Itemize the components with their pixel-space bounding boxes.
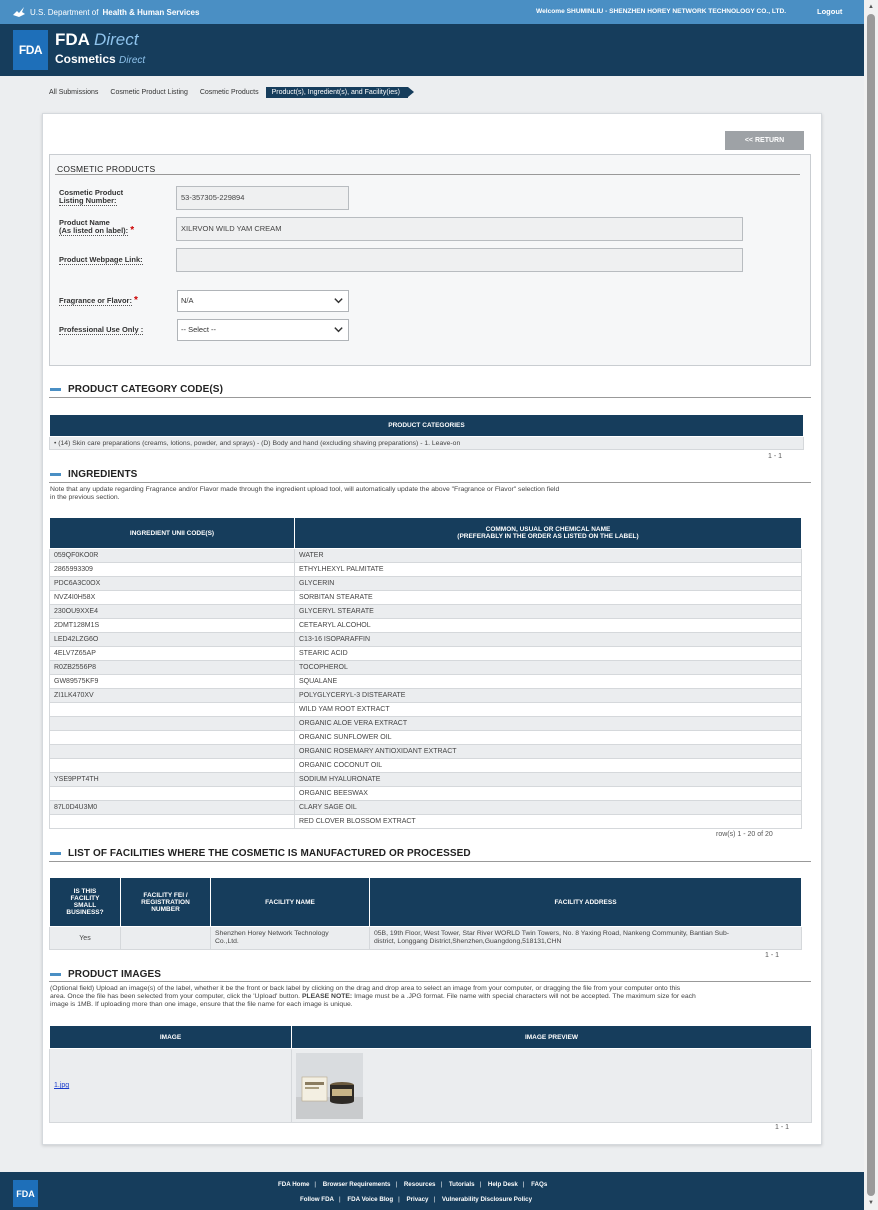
facility-address-line1: 05B, 19th Floor, West Tower, Star River WORLD Twin Towers, No. 8 Yaxing Road, Nankeng Community, Bantian Sub- [374, 930, 729, 937]
ingredient-unii-code: R0ZB2556P8 [50, 661, 295, 675]
images-note-text: area. Once the file has been selected from your computer, click the 'Upload' button. [50, 993, 302, 1000]
required-marker: * [134, 295, 138, 306]
logout-link[interactable]: Logout [817, 7, 843, 16]
images-note-emphasis: PLEASE NOTE: [301, 993, 353, 1000]
category-pager: 1 - 1 [768, 453, 783, 460]
ingredient-row [50, 591, 802, 605]
footer-link-fda-home[interactable]: FDA Home [278, 1181, 310, 1188]
ingredient-name: ORGANIC ALOE VERA EXTRACT [295, 717, 802, 731]
scroll-up-arrow-icon[interactable]: ▲ [868, 4, 874, 10]
product-name-label-line2: (As listed on label): [59, 226, 129, 235]
ingredient-row [50, 801, 802, 815]
ingredient-row [50, 689, 802, 703]
ingredient-name: WILD YAM ROOT EXTRACT [295, 703, 802, 717]
site-footer [0, 1172, 864, 1210]
fei-header-line: FACILITY FEI / [143, 891, 188, 899]
hhs-eagle-icon [12, 6, 26, 18]
collapse-icon[interactable] [50, 388, 61, 391]
ingredient-unii-code: 87L0D4U3M0 [50, 801, 295, 815]
image-file-cell [50, 1049, 292, 1123]
ingredient-name: POLYGLYCERYL-3 DISTEARATE [295, 689, 802, 703]
ingredient-unii-code: 2DMT128M1S [50, 619, 295, 633]
small-business-header-line: FACILITY [70, 895, 100, 902]
ingredient-unii-code: YSE9PPT4TH [50, 773, 295, 787]
facility-name-line2: Co.,Ltd. [215, 938, 239, 945]
listing-number-field[interactable]: 53-357305-229894 [176, 186, 349, 210]
ingredient-name: GLYCERYL STEARATE [295, 605, 802, 619]
ingredient-name: STEARIC ACID [295, 647, 802, 661]
webpage-link-field[interactable] [176, 248, 743, 272]
footer-links-row1: FDA Home | Browser Requirements | Resources | Tutorials | Help Desk | FAQs [278, 1181, 548, 1188]
product-image-thumbnail[interactable] [296, 1053, 363, 1119]
divider [49, 861, 811, 862]
ingredient-name: TOCOPHEROL [295, 661, 802, 675]
image-file-link[interactable]: 1.jpg [54, 1082, 70, 1089]
hhs-agency [12, 6, 199, 18]
brand-subtitle-main: Cosmetics [55, 52, 116, 66]
ingredient-unii-code: LED42LZG6O [50, 633, 295, 647]
name-column-header [295, 518, 802, 549]
images-section-heading[interactable] [50, 969, 161, 980]
scroll-down-arrow-icon[interactable]: ▼ [868, 1200, 874, 1206]
facility-address [370, 927, 802, 950]
facilities-section-title: LIST OF FACILITIES WHERE THE COSMETIC IS MANUFACTURED OR PROCESSED [68, 848, 471, 859]
images-note-line3: image is 1MB. If uploading more than one image, ensure that the file name for each image is unique. [50, 1001, 353, 1008]
ingredient-name: GLYCERIN [295, 577, 802, 591]
return-button[interactable]: << RETURN [725, 131, 804, 150]
webpage-link-label-text: Product Webpage Link: [59, 255, 143, 264]
ingredient-row [50, 633, 802, 647]
footer-link-privacy[interactable]: Privacy [406, 1196, 429, 1203]
ingredient-row [50, 605, 802, 619]
collapse-icon[interactable] [50, 973, 61, 976]
brand-title-main: FDA [55, 30, 90, 49]
category-table [49, 414, 804, 450]
fda-logo[interactable]: FDA [13, 30, 48, 70]
listing-number-label [59, 189, 123, 205]
fei-header-line: NUMBER [151, 905, 180, 913]
divider [55, 174, 800, 175]
facility-small-business: Yes [50, 927, 121, 950]
professional-use-label [59, 326, 143, 334]
product-name-label-line1: Product Name [59, 218, 110, 227]
ingredient-unii-code: 2865993309 [50, 563, 295, 577]
category-row: • (14) Skin care preparations (creams, lotions, powder, and sprays) - (D) Body and hand (excluding shaving preparations) - 1. Leave-on [50, 437, 804, 450]
ingredient-row [50, 717, 802, 731]
ingredient-unii-code: 230OU9XXE4 [50, 605, 295, 619]
facility-fei [121, 927, 211, 950]
breadcrumb-cosmetic-products[interactable]: Cosmetic Products [195, 87, 266, 98]
ingredient-unii-code [50, 815, 295, 829]
facility-name [211, 927, 370, 950]
facilities-table [49, 877, 802, 950]
footer-link-vulnerability-policy[interactable]: Vulnerability Disclosure Policy [441, 1196, 533, 1203]
images-note [50, 985, 812, 1009]
ingredient-unii-code [50, 759, 295, 773]
image-preview-cell [292, 1049, 812, 1123]
ingredient-name: ETHYLHEXYL PALMITATE [295, 563, 802, 577]
ingredient-name: ORGANIC BEESWAX [295, 787, 802, 801]
facility-address-column-header: FACILITY ADDRESS [370, 878, 802, 927]
breadcrumb [44, 87, 408, 98]
welcome-text: Welcome SHUMINLIU - SHENZHEN HOREY NETWORK TECHNOLOGY CO., LTD. [536, 8, 787, 15]
ingredient-row [50, 759, 802, 773]
facility-name-column-header: FACILITY NAME [211, 878, 370, 927]
category-section-title: PRODUCT CATEGORY CODE(S) [68, 384, 223, 395]
ingredients-note-line2: in the previous section. [50, 494, 120, 501]
small-business-header-line: IS THIS [73, 888, 97, 895]
chevron-down-icon [333, 295, 344, 306]
ingredient-name: CETEARYL ALCOHOL [295, 619, 802, 633]
footer-link-resources[interactable]: Resources [403, 1181, 436, 1188]
ingredient-row [50, 675, 802, 689]
required-marker: * [130, 225, 135, 236]
ingredients-pager: row(s) 1 - 20 of 20 [716, 831, 773, 838]
small-business-column-header [50, 878, 121, 927]
ingredient-row [50, 773, 802, 787]
ingredient-name: ORGANIC SUNFLOWER OIL [295, 731, 802, 745]
listing-number-label-line2: Listing Number: [59, 196, 117, 205]
ingredient-name: ORGANIC COCONUT OIL [295, 759, 802, 773]
fragrance-select-value: N/A [181, 296, 194, 305]
ingredient-unii-code: GW89575KF9 [50, 675, 295, 689]
ingredient-row [50, 731, 802, 745]
small-business-header-line: SMALL [73, 902, 97, 909]
name-column-header-line1: COMMON, USUAL OR CHEMICAL NAME [485, 526, 611, 533]
chevron-down-icon [333, 324, 344, 335]
ingredient-name: RED CLOVER BLOSSOM EXTRACT [295, 815, 802, 829]
product-name-field[interactable]: XILRVON WILD YAM CREAM [176, 217, 743, 241]
images-note-text: Image must be a .JPG format. File name with special characters will not be accepted. The maximum size for each [352, 993, 696, 1000]
ingredient-unii-code: PDC6A3C0OX [50, 577, 295, 591]
fei-header-line: REGISTRATION [141, 898, 190, 906]
breadcrumb-current: Product(s), Ingredient(s), and Facility(ies) [266, 87, 408, 98]
fei-column-header [121, 878, 211, 927]
footer-link-tutorials[interactable]: Tutorials [448, 1181, 475, 1188]
ingredient-name: WATER [295, 549, 802, 563]
facility-name-line1: Shenzhen Horey Network Technology [215, 930, 329, 937]
fragrance-label [59, 297, 138, 305]
image-column-header: IMAGE [50, 1026, 292, 1049]
ingredient-name: CLARY SAGE OIL [295, 801, 802, 815]
ingredient-name: SQUALANE [295, 675, 802, 689]
professional-use-select[interactable] [177, 319, 349, 341]
ingredients-note [50, 486, 559, 502]
ingredients-table [49, 517, 802, 829]
footer-link-help-desk[interactable]: Help Desk [487, 1181, 518, 1188]
ingredient-unii-code [50, 787, 295, 801]
ingredients-note-line1: Note that any update regarding Fragrance and/or Flavor made through the ingredient upload tool, will automatically update the above "Fragrance or Flavor" selection field [50, 486, 560, 493]
breadcrumb-all-submissions[interactable]: All Submissions [44, 87, 105, 98]
ingredient-unii-code: NVZ4I0H58X [50, 591, 295, 605]
product-name-label [59, 219, 134, 235]
brand-subtitle-direct: Direct [119, 55, 146, 66]
fragrance-label-text: Fragrance or Flavor: [59, 296, 132, 305]
ingredient-row [50, 577, 802, 591]
professional-use-label-text: Professional Use Only : [59, 325, 144, 334]
ingredient-unii-code [50, 731, 295, 745]
footer-link-follow-fda[interactable]: Follow FDA [300, 1196, 335, 1203]
hhs-topbar [0, 0, 864, 24]
facilities-section-heading[interactable] [50, 848, 471, 859]
brand-subtitle [55, 52, 145, 66]
scrollbar-thumb[interactable] [867, 14, 875, 1196]
unii-column-header: INGREDIENT UNII CODE(S) [50, 518, 295, 549]
site-header [0, 24, 864, 76]
cosmetic-products-title: COSMETIC PRODUCTS [57, 164, 156, 174]
images-note-line2 [50, 993, 812, 1001]
ingredients-section-heading[interactable] [50, 469, 137, 480]
ingredient-unii-code [50, 703, 295, 717]
name-column-header-line2: (PREFERABLY IN THE ORDER AS LISTED ON THE LABEL) [457, 533, 639, 540]
agency-label: U.S. Department of [30, 7, 99, 17]
facilities-pager: 1 - 1 [765, 952, 780, 959]
ingredient-row [50, 647, 802, 661]
ingredient-unii-code: ZI1LK470XV [50, 689, 295, 703]
images-note-line1: (Optional field) Upload an image(s) of the label, whether it be the front or back label by clicking on the drag and drop area to select an image from your computer, or dragging the file from your computer onto this [50, 985, 681, 992]
listing-number-label-line1: Cosmetic Product [59, 188, 124, 197]
ingredient-unii-code [50, 745, 295, 759]
divider [49, 482, 811, 483]
divider [49, 397, 811, 398]
collapse-icon[interactable] [50, 473, 61, 476]
fda-footer-logo[interactable]: FDA [13, 1180, 38, 1207]
ingredient-unii-code: 4ELV7Z65AP [50, 647, 295, 661]
ingredient-name: C13-16 ISOPARAFFIN [295, 633, 802, 647]
ingredient-name: SODIUM HYALURONATE [295, 773, 802, 787]
footer-link-faqs[interactable]: FAQs [531, 1181, 548, 1188]
ingredient-name: SORBITAN STEARATE [295, 591, 802, 605]
facility-address-line2: district, Longgang District,Shenzhen,Guangdong,518131,CHN [374, 938, 562, 945]
ingredients-section-title: INGREDIENTS [68, 469, 138, 480]
ingredient-unii-code: 059QF0KO0R [50, 549, 295, 563]
image-preview-column-header: IMAGE PREVIEW [292, 1026, 812, 1049]
divider [49, 981, 811, 982]
ingredient-unii-code [50, 717, 295, 731]
brand-title-direct: Direct [94, 30, 139, 49]
footer-links-row2: Follow FDA | FDA Voice Blog | Privacy | Vulnerability Disclosure Policy [300, 1196, 533, 1203]
ingredient-row [50, 619, 802, 633]
category-section-heading[interactable] [50, 384, 223, 395]
fragrance-select[interactable] [177, 290, 349, 312]
ingredient-row [50, 661, 802, 675]
images-section-title: PRODUCT IMAGES [68, 969, 162, 980]
images-table [49, 1025, 812, 1123]
breadcrumb-product-listing[interactable]: Cosmetic Product Listing [105, 87, 194, 98]
footer-link-browser-requirements[interactable]: Browser Requirements [322, 1181, 391, 1188]
agency-label-bold: Health & Human Services [102, 7, 200, 17]
collapse-icon[interactable] [50, 852, 61, 855]
ingredient-row [50, 549, 802, 563]
facility-row [50, 927, 802, 950]
images-pager: 1 - 1 [775, 1124, 790, 1131]
ingredient-name: ORGANIC ROSEMARY ANTIOXIDANT EXTRACT [295, 745, 802, 759]
ingredient-row [50, 787, 802, 801]
ingredient-row [50, 815, 802, 829]
ingredient-row [50, 563, 802, 577]
professional-use-select-value: -- Select -- [181, 325, 217, 334]
webpage-link-label [59, 256, 143, 264]
brand-title [55, 30, 138, 50]
small-business-header-line: BUSINESS? [66, 909, 104, 916]
footer-link-voice-blog[interactable]: FDA Voice Blog [347, 1196, 394, 1203]
ingredient-row [50, 703, 802, 717]
category-column-header: PRODUCT CATEGORIES [50, 415, 804, 437]
ingredient-row [50, 745, 802, 759]
